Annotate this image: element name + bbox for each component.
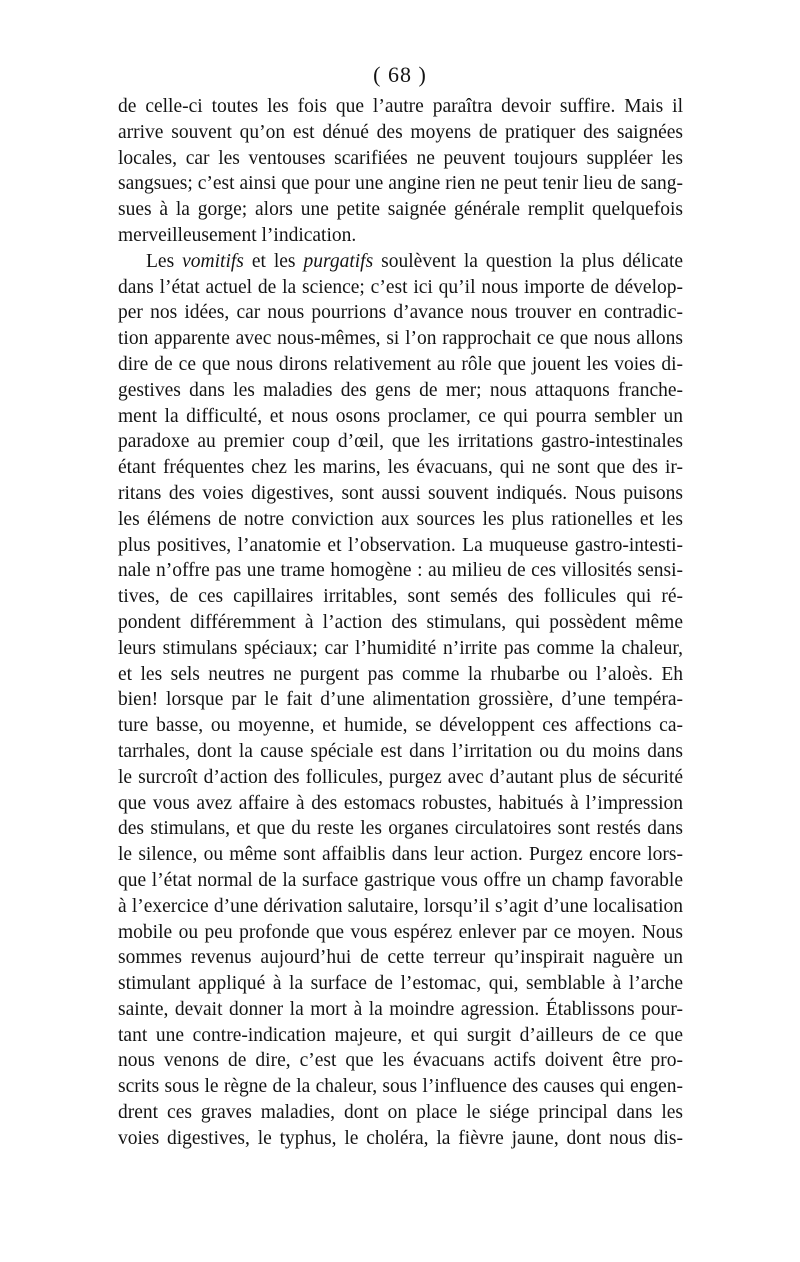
- body-text: [118, 94, 683, 1152]
- text-line: le silence, ou même sont affaiblis dans leur action. Purgez encore lors-: [118, 844, 683, 866]
- text-line: sainte, devait donner la mort à la moindre agression. Établissons pour-: [118, 998, 683, 1020]
- paragraph-1: [118, 94, 683, 249]
- text-line: leurs stimulans spéciaux; car l’humidité n’irrite pas comme la chaleur,: [118, 637, 683, 659]
- text-line: arrive souvent qu’on est dénué des moyens de pratiquer des saignées: [118, 121, 683, 143]
- text-line: gestives dans les maladies des gens de mer; nous attaquons franche-: [118, 379, 683, 401]
- text-line: locales, car les ventouses scarifiées ne peuvent toujours suppléer les: [118, 147, 683, 169]
- italic-term-purgatifs: purgatifs: [303, 250, 374, 272]
- text-run: soulèvent la question la plus délicate: [373, 250, 684, 272]
- text-line-first: [118, 249, 683, 275]
- text-line: ment la difficulté, et nous osons proclamer, ce qui pourra sembler un: [118, 405, 683, 427]
- text-line: sangsues; c’est ainsi que pour une angine rien ne peut tenir lieu de sang-: [118, 173, 683, 195]
- text-line: des stimulans, et que du reste les organes circulatoires sont restés dans: [118, 818, 683, 840]
- text-line: étant fréquentes chez les marins, les évacuans, qui ne sont que des ir-: [118, 457, 683, 479]
- text-run: et les: [243, 250, 304, 272]
- text-run: Les: [146, 250, 183, 272]
- page-number: ( 68 ): [373, 62, 427, 87]
- text-line: per nos idées, car nous pourrions d’avance nous trouver en contradic-: [118, 302, 683, 324]
- text-line: sues à la gorge; alors une petite saignée générale remplit quelquefois: [118, 199, 683, 221]
- text-line: que l’état normal de la surface gastrique vous offre un champ favorable: [118, 869, 683, 891]
- text-line: que vous avez affaire à des estomacs robustes, habitués à l’impression: [118, 792, 683, 814]
- text-line: ritans des voies digestives, sont aussi souvent indiqués. Nous puisons: [118, 482, 683, 504]
- text-line: tion apparente avec nous-mêmes, si l’on rapprochait ce que nous allons: [118, 328, 683, 350]
- text-line: sommes revenus aujourd’hui de cette terreur qu’inspirait naguère un: [118, 947, 683, 969]
- text-line: mobile ou peu profonde que vous espérez enlever par ce moyen. Nous: [118, 921, 683, 943]
- text-line: merveilleusement l’indication.: [118, 224, 357, 246]
- text-line: scrits sous le règne de la chaleur, sous l’influence des causes qui engen-: [118, 1076, 683, 1098]
- italic-term-vomitifs: vomitifs: [182, 250, 244, 272]
- text-line: voies digestives, le typhus, le choléra, la fièvre jaune, dont nous dis-: [118, 1127, 683, 1149]
- text-line: ture basse, ou moyenne, et humide, se développent ces affections ca-: [118, 715, 683, 737]
- text-line: stimulant appliqué à la surface de l’estomac, qui, semblable à l’arche: [118, 973, 683, 995]
- text-line: nous venons de dire, c’est que les évacuans actifs doivent être pro-: [118, 1050, 683, 1072]
- text-line: de celle-ci toutes les fois que l’autre paraîtra devoir suffire. Mais il: [118, 96, 683, 117]
- text-line: pondent différemment à l’action des stimulans, qui possèdent même: [118, 611, 683, 633]
- text-line: dire de ce que nous dirons relativement au rôle que jouent les voies di-: [118, 353, 683, 375]
- text-line: le surcroît d’action des follicules, purgez avec d’autant plus de sécurité: [118, 766, 683, 788]
- text-line: à l’exercice d’une dérivation salutaire, lorsqu’il s’agit d’une localisation: [118, 895, 683, 917]
- text-line: dans l’état actuel de la science; c’est ici qu’il nous importe de dévelop-: [118, 276, 683, 298]
- paragraph-2: [118, 249, 683, 1152]
- text-line: drent ces graves maladies, dont on place le siége principal dans les: [118, 1102, 683, 1124]
- text-line: tarrhales, dont la cause spéciale est dans l’irritation ou du moins dans: [118, 740, 683, 762]
- text-line: et les sels neutres ne purgent pas comme la rhubarbe ou l’aloès. Eh: [118, 663, 683, 685]
- text-line: tives, de ces capillaires irritables, sont semés des follicules qui ré-: [118, 586, 683, 608]
- text-line: plus positives, l’anatomie et l’observation. La muqueuse gastro-intesti-: [118, 534, 683, 556]
- text-line: nale n’offre pas une trame homogène : au milieu de ces villosités sensi-: [118, 560, 683, 582]
- text-line: paradoxe au premier coup d’œil, que les irritations gastro-intestinales: [118, 431, 683, 453]
- text-line: tant une contre-indication majeure, et qui surgit d’ailleurs de ce que: [118, 1024, 683, 1046]
- text-line: les élémens de notre conviction aux sources les plus rationelles et les: [118, 508, 683, 530]
- text-line: bien! lorsque par le fait d’une alimentation grossière, d’une tempéra-: [118, 689, 683, 711]
